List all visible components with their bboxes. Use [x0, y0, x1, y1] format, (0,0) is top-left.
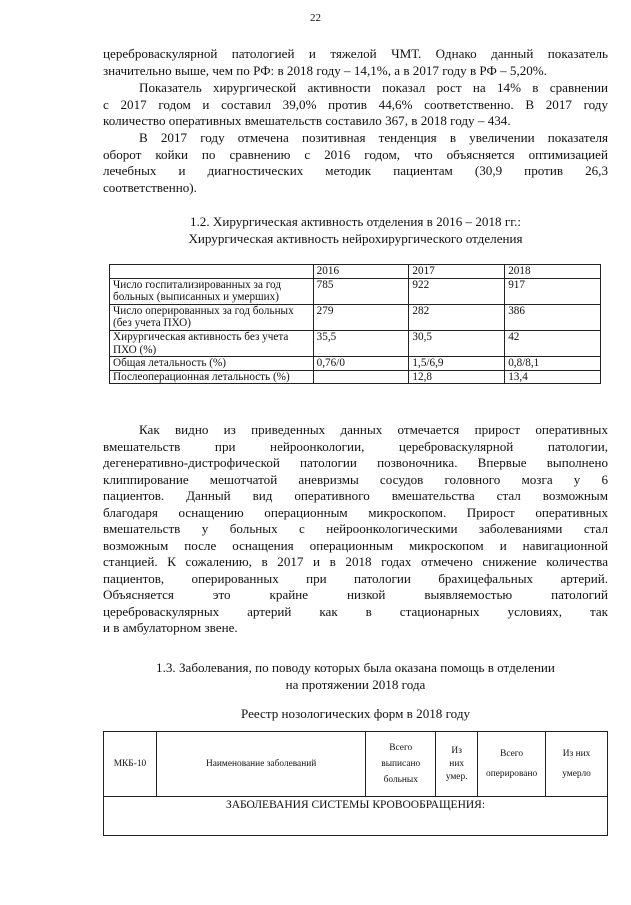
table-cell: 42: [505, 330, 601, 356]
section-heading-1-2: [103, 214, 608, 247]
text-line: благодаря оснащению операционным микроскопом. Прирост оперативных: [103, 504, 608, 520]
header-text: Всего: [389, 743, 413, 753]
header-text: умерло: [562, 769, 591, 779]
registry-title: Реестр нозологических форм в 2018 году: [240, 706, 471, 721]
table-cell: Число госпитализированных за год больных (выписанных и умерших): [110, 278, 314, 304]
table-cell: 30,5: [409, 330, 505, 356]
header-text: них: [449, 758, 465, 769]
heading-line: 1.2. Хирургическая активность отделения в 2016 – 2018 гг.:: [189, 214, 522, 229]
table-header-cell: 2018: [505, 265, 601, 279]
text-line: дегенеративно-дистрофической патологии позвоночника. Впервые выполнено: [103, 455, 608, 470]
table-header-cell: [546, 732, 608, 797]
table-header-cell: [366, 732, 436, 797]
header-text: умер.: [445, 771, 468, 782]
table-row: [110, 357, 601, 371]
text-line: вмешательств у больных с нейроонкологическими заболеваниями стал: [103, 521, 608, 536]
table-cell: 917: [505, 278, 601, 304]
header-text: Наименование заболеваний: [205, 758, 317, 769]
text-line: оборот койки по сравнению с 2016 годом, что объясняется оптимизацией: [103, 146, 608, 162]
text-line: Объясняется это крайне низкой выявляемостью патологий: [103, 587, 608, 602]
text-line: значительно выше, чем по РФ: в 2018 году – 14,1%, а в 2017 году в РФ – 5,20%.: [103, 62, 547, 78]
table-cell: 13,4: [505, 370, 601, 384]
text-line: соответственно).: [103, 179, 197, 195]
table-header-cell: [436, 732, 478, 797]
text-line: лечебных и диагностических методик пациентам (30,9 против 26,3: [103, 163, 608, 178]
header-text: Всего: [500, 749, 524, 759]
table-cell: 922: [409, 278, 505, 304]
table-header-cell: 2017: [409, 265, 505, 279]
text-line: Как видно из приведенных данных отмечается прирост оперативных: [139, 422, 608, 437]
text-line: и в амбулаторном звене.: [103, 620, 238, 635]
table-header-row: [110, 265, 601, 279]
page-number: 22: [310, 12, 321, 24]
section-heading-1-3: [103, 660, 608, 693]
text-line: цереброваскулярной патологией и тяжелой ЧМТ. Однако данный показатель: [103, 46, 608, 61]
text-line: В 2017 году отмечена позитивная тенденция в увеличении показателя: [139, 130, 608, 145]
table-cell: 0,76/0: [313, 357, 409, 371]
paragraph-2: [103, 80, 608, 130]
table-header-cell: [156, 732, 365, 797]
table-cell: 0,8/8,1: [505, 357, 601, 371]
table-cell: 12,8: [409, 370, 505, 384]
text-line: Показатель хирургической активности показал рост на 14% в сравнении: [139, 80, 608, 95]
table-header-row: [104, 732, 608, 797]
table-cell: Общая летальность (%): [110, 357, 314, 371]
header-text: оперировано: [486, 769, 538, 779]
text-line: вмешательств при нейроонкологии, цереброваскулярной патологии,: [103, 438, 608, 454]
table-cell: Послеоперационная летальность (%): [110, 370, 314, 384]
header-text: МКБ-10: [113, 758, 147, 769]
table-cell: 282: [409, 304, 505, 330]
header-text: больных: [383, 775, 418, 785]
nosology-registry-table: [103, 731, 608, 836]
table-row: [110, 330, 601, 356]
table-row: [110, 370, 601, 384]
heading-line: 1.3. Заболевания, по поводу которых была оказана помощь в отделении: [156, 660, 555, 675]
table-header-cell: [110, 265, 314, 279]
header-text: Из них: [562, 749, 591, 759]
paragraph-3: [103, 130, 608, 196]
table-cell: [313, 370, 409, 384]
table-cell: 785: [313, 278, 409, 304]
header-text: выписано: [381, 759, 421, 769]
surgical-activity-table: [109, 264, 601, 384]
text-line: клиппирование мешотчатой аневризмы сосудов головного мозга у 6: [103, 471, 608, 487]
table-cell: 386: [505, 304, 601, 330]
section-row-cell: ЗАБОЛЕВАНИЯ СИСТЕМЫ КРОВООБРАЩЕНИЯ:: [104, 797, 608, 836]
table-header-cell: 2016: [313, 265, 409, 279]
text-line: пациентов. Данный вид оперативного вмешательства стал возможным: [103, 488, 608, 503]
table-cell: Число оперированных за год больных (без учета ПХО): [110, 304, 314, 330]
table-cell: 1,5/6,9: [409, 357, 505, 371]
text-line: цереброваскулярных артерий как в стационарных условиях, так: [103, 603, 608, 619]
table-row: [110, 304, 601, 330]
table-cell: Хирургическая активность без учета ПХО (%): [110, 330, 314, 356]
table-header-cell: [104, 732, 157, 797]
table-cell: 279: [313, 304, 409, 330]
text-line: возможным после оснащения операционным микроскопом и навигационной: [103, 537, 608, 553]
heading-line: на протяжении 2018 года: [285, 676, 426, 692]
table-row: [110, 278, 601, 304]
text-line: с 2017 годом и составил 39,0% против 44,6% соответственно. В 2017 году: [103, 96, 608, 112]
header-text: Из: [451, 745, 462, 756]
text-line: количество оперативных вмешательств составило 367, в 2018 году – 434.: [103, 113, 511, 128]
text-line: станцией. К сожалению, в 2017 и в 2018 годах отмечено снижение количества: [103, 554, 608, 569]
text-line: пациентов, оперированных при патологии брахицефальных артерий.: [103, 570, 608, 586]
table-header-cell: [478, 732, 546, 797]
table-section-row: [104, 797, 608, 836]
paragraph-1: [103, 46, 608, 79]
heading-line: Хирургическая активность нейрохирургического отделения: [188, 230, 523, 246]
table-cell: 35,5: [313, 330, 409, 356]
paragraph-4: [103, 422, 608, 637]
